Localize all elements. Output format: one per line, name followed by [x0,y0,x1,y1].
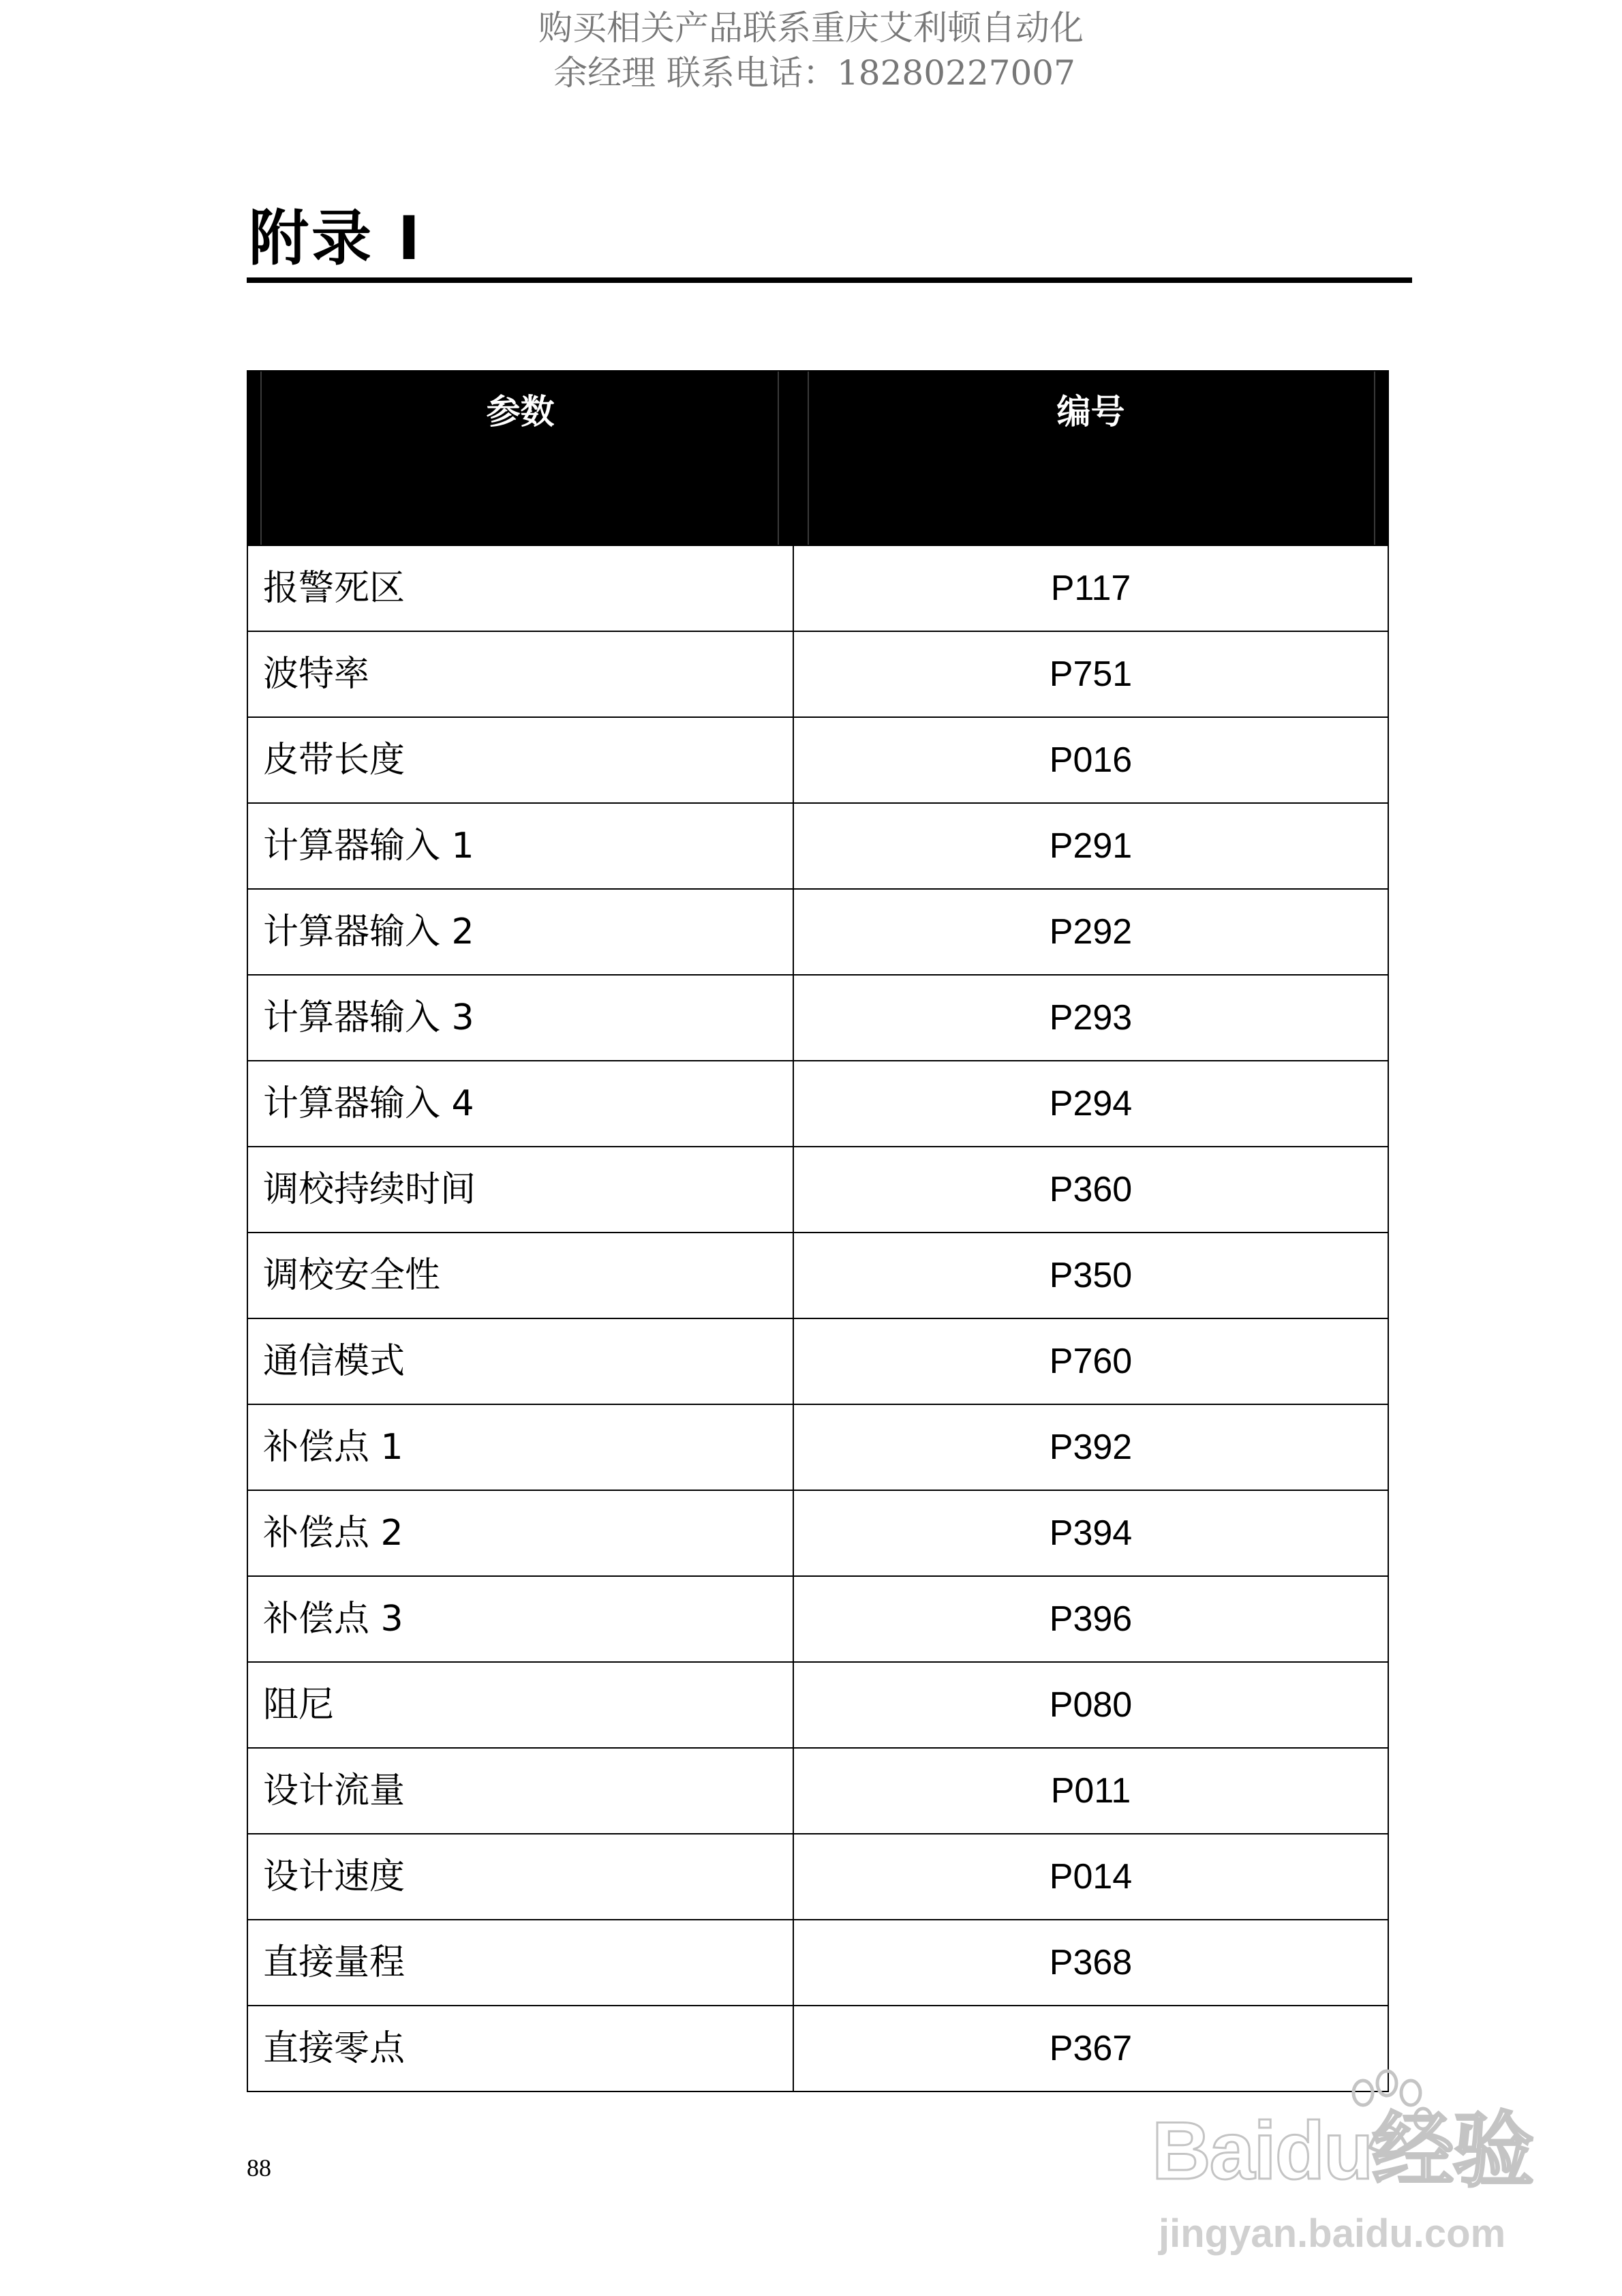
parameter-table [247,370,1389,2092]
parameter-code-cell: P117 [793,545,1388,631]
parameter-code-cell: P394 [793,1490,1388,1576]
parameter-code-cell: P080 [793,1662,1388,1748]
contact-notice-line-1: 购买相关产品联系重庆艾利顿自动化 [538,8,1084,48]
parameter-code-cell: P360 [793,1147,1388,1233]
parameter-code-cell: P760 [793,1318,1388,1404]
contact-notice [0,5,1622,95]
column-header-parameter-label: 参数 [486,392,555,432]
parameter-code-cell: P392 [793,1404,1388,1490]
parameter-code-cell: P350 [793,1233,1388,1318]
table-row [247,631,1388,717]
parameter-name-cell: 补偿点 3 [247,1576,793,1662]
parameter-name-cell: 波特率 [247,631,793,717]
parameter-code-cell: P368 [793,1920,1388,2006]
table-row [247,1490,1388,1576]
parameter-code-cell: P291 [793,803,1388,889]
parameter-name-cell: 直接量程 [247,1920,793,2006]
table-row [247,545,1388,631]
parameter-code-cell: P016 [793,717,1388,803]
parameter-name-cell: 皮带长度 [247,717,793,803]
parameter-code-cell: P294 [793,1061,1388,1147]
parameter-name-cell: 调校安全性 [247,1233,793,1318]
parameter-name-cell: 设计速度 [247,1834,793,1920]
header-divider [778,372,779,545]
table-row [247,975,1388,1061]
page-number: 88 [247,2154,271,2181]
table-row [247,803,1388,889]
table-row [247,717,1388,803]
parameter-name-cell: 补偿点 2 [247,1490,793,1576]
column-header-parameter [247,371,793,545]
table-row [247,1404,1388,1490]
table-row [247,1576,1388,1662]
parameter-name-cell: 调校持续时间 [247,1147,793,1233]
parameter-name-cell: 设计流量 [247,1748,793,1834]
table-body [247,545,1388,2091]
title-rule [247,277,1412,283]
table-row [247,1147,1388,1233]
parameter-code-cell: P367 [793,2006,1388,2091]
parameter-name-cell: 计算器输入 1 [247,803,793,889]
parameter-name-cell: 报警死区 [247,545,793,631]
parameter-code-cell: P293 [793,975,1388,1061]
column-header-number-label: 编号 [1056,392,1125,432]
table-row [247,1318,1388,1404]
header-divider [260,372,262,545]
table-row [247,1061,1388,1147]
parameter-name-cell: 通信模式 [247,1318,793,1404]
parameter-code-cell: P751 [793,631,1388,717]
parameter-name-cell: 计算器输入 2 [247,889,793,975]
parameter-code-cell: P011 [793,1748,1388,1834]
parameter-name-cell: 计算器输入 3 [247,975,793,1061]
watermark-url: jingyan.baidu.com [1159,2211,1506,2256]
page-title: 附录 I [249,203,423,273]
table-row [247,889,1388,975]
header-divider [808,372,809,545]
parameter-name-cell: 直接零点 [247,2006,793,2091]
table-row [247,1834,1388,1920]
parameter-code-cell: P014 [793,1834,1388,1920]
parameter-name-cell: 阻尼 [247,1662,793,1748]
table-row [247,1920,1388,2006]
baidu-watermark [1152,2066,1561,2270]
column-header-number [793,371,1388,545]
header-divider [1374,372,1375,545]
parameter-code-cell: P292 [793,889,1388,975]
table-row [247,1233,1388,1318]
parameter-name-cell: 补偿点 1 [247,1404,793,1490]
table-row [247,1662,1388,1748]
parameter-name-cell: 计算器输入 4 [247,1061,793,1147]
table-header-row [247,371,1388,545]
contact-notice-line-2: 余经理 联系电话：18280227007 [553,53,1075,93]
watermark-logo-text: Baidu经验 [1152,2105,1533,2196]
parameter-code-cell: P396 [793,1576,1388,1662]
table-row [247,1748,1388,1834]
